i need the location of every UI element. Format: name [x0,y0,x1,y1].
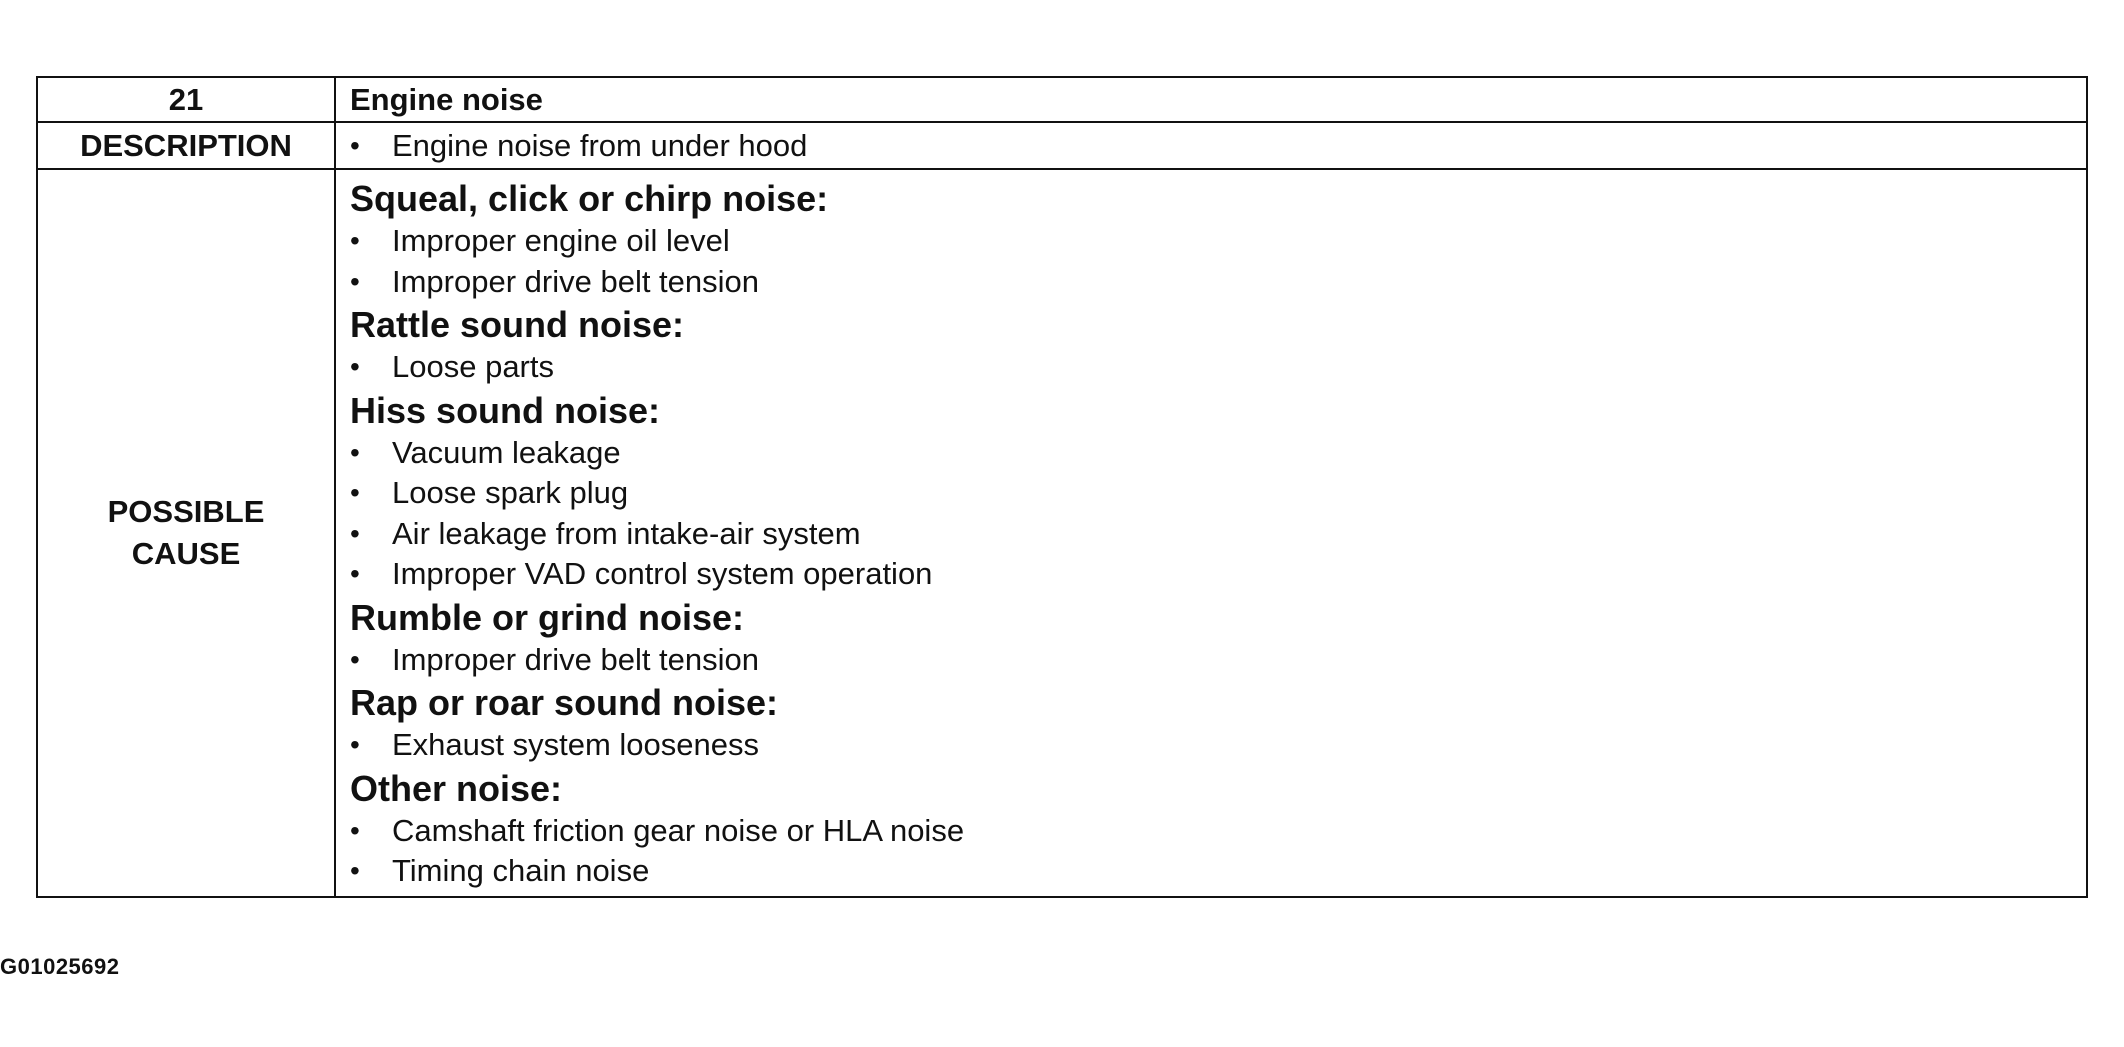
possible-cause-label-line1: POSSIBLE [107,493,265,529]
description-item: • Engine noise from under hood [336,125,2086,166]
figure-code: G01025692 [0,954,120,979]
cause-group-rap [336,680,2086,766]
cause-group-squeal [336,176,2086,302]
cause-item: • Improper drive belt tension [336,640,2086,681]
possible-cause-label-line2: CAUSE [131,535,241,571]
cause-heading: Hiss sound noise: [350,389,661,431]
possible-cause-label [37,169,335,897]
cause-heading: Rattle sound noise: [350,304,685,345]
cause-heading: Rumble or grind noise: [350,596,745,638]
cause-heading: Squeal, click or chirp noise: [350,178,829,219]
cause-item: • Camshaft friction gear noise or HLA noise [336,811,2086,852]
possible-cause-row [37,169,2087,897]
cause-heading: Other noise: [350,767,563,809]
cause-item: • Timing chain noise [336,851,2086,892]
cause-item: • Improper drive belt tension [336,262,2086,303]
cause-item: • Improper engine oil level [336,221,2086,262]
cause-item: • Vacuum leakage [336,433,2086,474]
description-label: DESCRIPTION [37,122,335,169]
cause-group-rumble [336,595,2086,681]
cause-item: • Air leakage from intake-air system [336,514,2086,555]
diagnostic-table [36,76,2088,898]
header-row [37,77,2087,122]
cause-item: • Improper VAD control system operation [336,554,2086,595]
cause-item: • Exhaust system looseness [336,725,2086,766]
cause-group-hiss [336,388,2086,595]
cause-item: • Loose spark plug [336,473,2086,514]
cause-group-rattle [336,302,2086,388]
item-title: Engine noise [335,77,2087,122]
possible-cause-content [335,169,2087,897]
cause-item: • Loose parts [336,347,2086,388]
description-row [37,122,2087,169]
cause-heading: Rap or roar sound noise: [350,682,779,723]
cause-group-other [336,766,2086,892]
item-number: 21 [37,77,335,122]
description-content [335,122,2087,169]
